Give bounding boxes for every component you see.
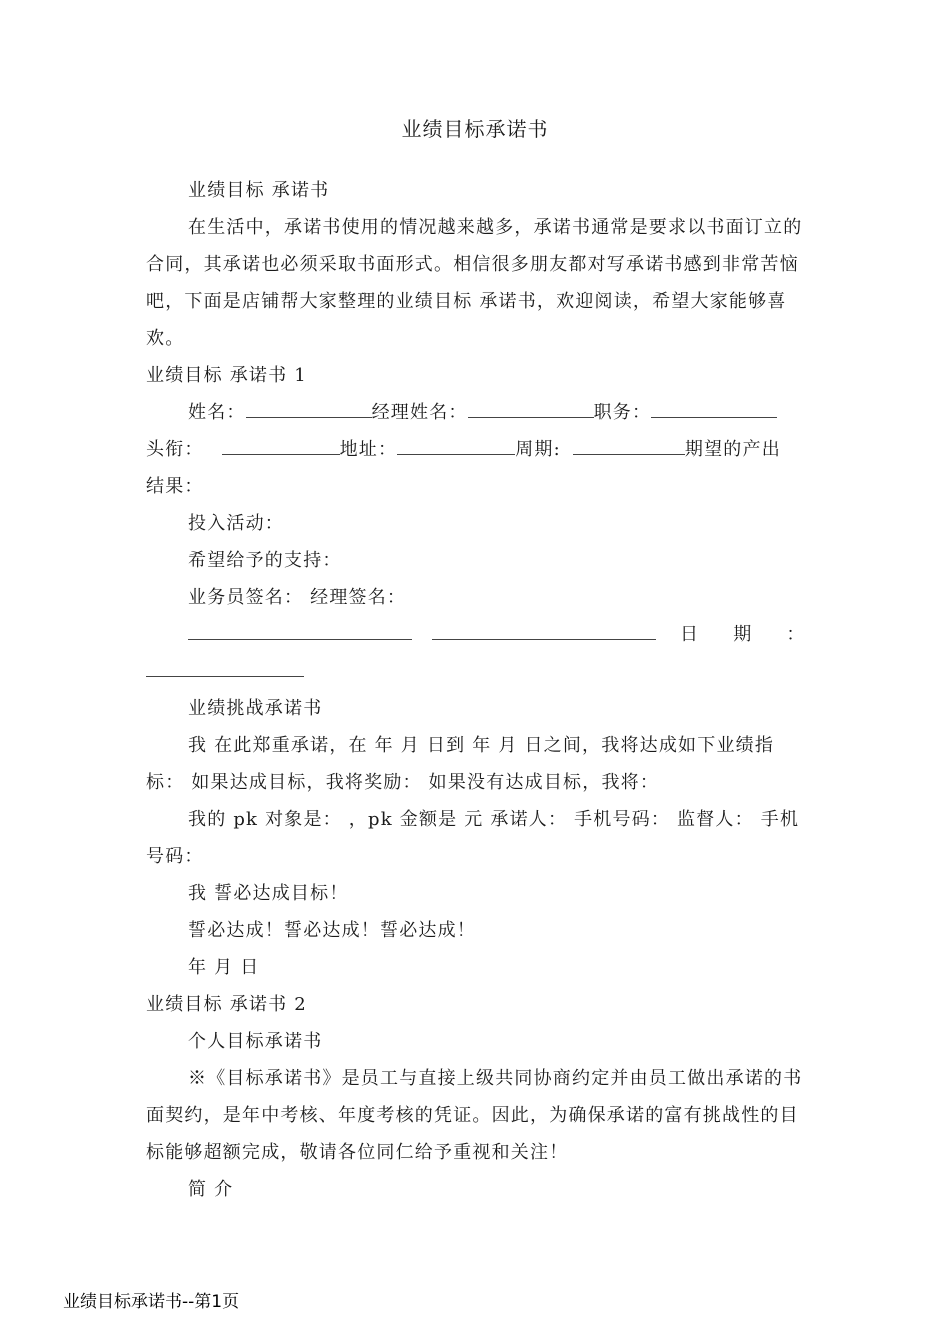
expected-output-label: 期望的产出 xyxy=(684,439,781,460)
date-label-colon: ： xyxy=(786,624,806,645)
form-row-title xyxy=(146,431,808,468)
challenge-paragraph-4: 誓必达成！誓必达成！誓必达成！ xyxy=(188,920,476,941)
section2-subheading: 个人目标承诺书 xyxy=(188,1031,323,1052)
support-label: 希望给予的支持： xyxy=(188,550,342,571)
date-label-char1: 日 xyxy=(680,624,700,645)
document-title: 业绩目标承诺书 xyxy=(401,117,549,141)
title-blank xyxy=(222,432,340,455)
section1-heading: 业绩目标 承诺书 1 xyxy=(146,365,307,386)
signature-lines-row xyxy=(146,616,808,653)
address-label: 地址： xyxy=(339,439,398,460)
date-label-char2: 期 xyxy=(733,624,753,645)
challenge-paragraph-1: 我 在此郑重承诺，在 年 月 日到 年 月 日之间，我将达成如下业绩指标： 如果达成目标，我将奖励： 如果没有达成目标，我将： xyxy=(146,735,775,793)
section2-heading: 业绩目标 承诺书 2 xyxy=(146,994,307,1015)
name-label: 姓名： xyxy=(188,402,246,423)
signature-label: 业务员签名： 经理签名： xyxy=(188,587,407,608)
manager-name-label: 经理姓名： xyxy=(371,402,468,423)
section2-paragraph: ※《目标承诺书》是员工与直接上级共同协商约定并由员工做出承诺的书面契约，是年中考核、年度考核的凭证。因此，为确保承诺的富有挑战性的目标能够超额完成，敬请各位同仁给予重视和关注！ xyxy=(146,1068,803,1163)
challenge-date-line: 年 月 日 xyxy=(188,957,260,978)
document-body xyxy=(146,172,808,1208)
position-blank xyxy=(651,395,777,418)
challenge-paragraph-2: 我的 pk 对象是： ，pk 金额是 元 承诺人： 手机号码： 监督人： 手机号码： xyxy=(146,809,800,867)
form-row-name xyxy=(146,394,808,431)
salesman-signature-blank xyxy=(188,617,412,640)
manager-signature-blank xyxy=(432,617,656,640)
date-blank xyxy=(146,654,304,677)
input-activity-label: 投入活动： xyxy=(188,513,284,534)
date-blank-row xyxy=(146,653,808,690)
intro-heading: 业绩目标 承诺书 xyxy=(188,180,330,201)
page-footer: 业绩目标承诺书--第1页 xyxy=(63,1292,240,1312)
position-label: 职务： xyxy=(593,402,652,423)
challenge-heading: 业绩挑战承诺书 xyxy=(188,698,323,719)
expected-result-label: 结果： xyxy=(146,476,204,497)
period-label: 周期: xyxy=(515,439,561,460)
name-blank xyxy=(246,395,372,418)
manager-name-blank xyxy=(468,395,594,418)
period-blank xyxy=(573,432,685,455)
challenge-paragraph-3: 我 誓必达成目标！ xyxy=(188,883,349,904)
intro-section-label: 简 介 xyxy=(188,1179,234,1200)
intro-paragraph: 在生活中，承诺书使用的情况越来越多，承诺书通常是要求以书面订立的合同，其承诺也必须采取书面形式。相信很多朋友都对写承诺书感到非常苦恼吧，下面是店铺帮大家整理的业绩目标 承诺书，欢迎阅读，希望大家能够喜欢。 xyxy=(146,217,803,349)
title-label: 头衔： xyxy=(146,439,204,460)
address-blank xyxy=(397,432,515,455)
